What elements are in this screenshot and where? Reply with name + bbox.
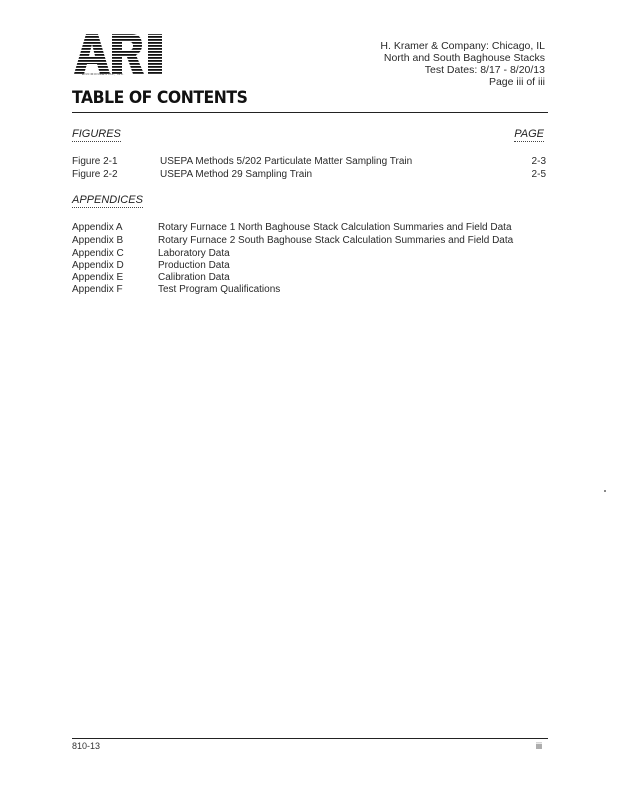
header-location: North and South Baghouse Stacks <box>383 52 545 64</box>
figure-number: Figure 2-2 <box>72 169 118 180</box>
footer-page-number: iii <box>536 741 542 751</box>
appendix-entry <box>72 260 532 272</box>
appendix-number: Appendix C <box>72 248 124 259</box>
ari-logo <box>72 30 167 76</box>
figures-heading-label: FIGURES <box>72 128 121 140</box>
appendix-title: Laboratory Data <box>158 248 230 259</box>
figure-title: USEPA Method 29 Sampling Train <box>160 169 313 180</box>
figure-number: Figure 2-1 <box>72 156 118 167</box>
page-column-heading <box>514 128 544 142</box>
appendices-heading <box>72 194 143 208</box>
appendix-title: Rotary Furnace 2 South Baghouse Stack Calculation Summaries and Field Data <box>158 235 514 246</box>
header-company: H. Kramer & Company: Chicago, IL <box>380 40 545 52</box>
logo-tagline: ENVIRONMENTAL, INC. <box>82 72 125 76</box>
figures-heading <box>72 128 121 142</box>
appendix-entry <box>72 235 532 247</box>
appendix-number: Appendix B <box>72 235 124 246</box>
page-title: TABLE OF CONTENTS <box>72 88 248 108</box>
appendix-entry <box>72 248 532 260</box>
figure-title: USEPA Methods 5/202 Particulate Matter Sampling Train <box>160 156 413 167</box>
footer-divider <box>72 738 548 739</box>
appendix-number: Appendix D <box>72 260 124 271</box>
appendix-entry <box>72 284 532 296</box>
appendices-heading-label: APPENDICES <box>72 194 143 206</box>
header-page-number: Page iii of iii <box>488 76 545 88</box>
footer-document-id: 810-13 <box>72 741 101 751</box>
appendix-number: Appendix E <box>72 272 124 283</box>
appendix-number: Appendix F <box>72 284 123 295</box>
figure-entry <box>72 169 546 181</box>
appendices-list <box>72 222 532 296</box>
document-header <box>380 40 545 88</box>
header-test-dates: Test Dates: 8/17 - 8/20/13 <box>424 64 545 76</box>
figure-entry <box>72 156 546 168</box>
appendix-title: Rotary Furnace 1 North Baghouse Stack Calculation Summaries and Field Data <box>158 222 512 233</box>
appendix-entry <box>72 272 532 284</box>
appendix-entry <box>72 222 532 234</box>
figure-page: 2-3 <box>531 156 546 167</box>
page-heading-label: PAGE <box>514 128 544 140</box>
appendix-title: Test Program Qualifications <box>158 284 281 295</box>
scan-speck <box>604 490 606 492</box>
appendix-title: Calibration Data <box>158 272 230 283</box>
appendix-title: Production Data <box>158 260 230 271</box>
figure-page: 2-5 <box>531 169 546 180</box>
title-divider <box>72 112 548 113</box>
appendix-number: Appendix A <box>72 222 123 233</box>
